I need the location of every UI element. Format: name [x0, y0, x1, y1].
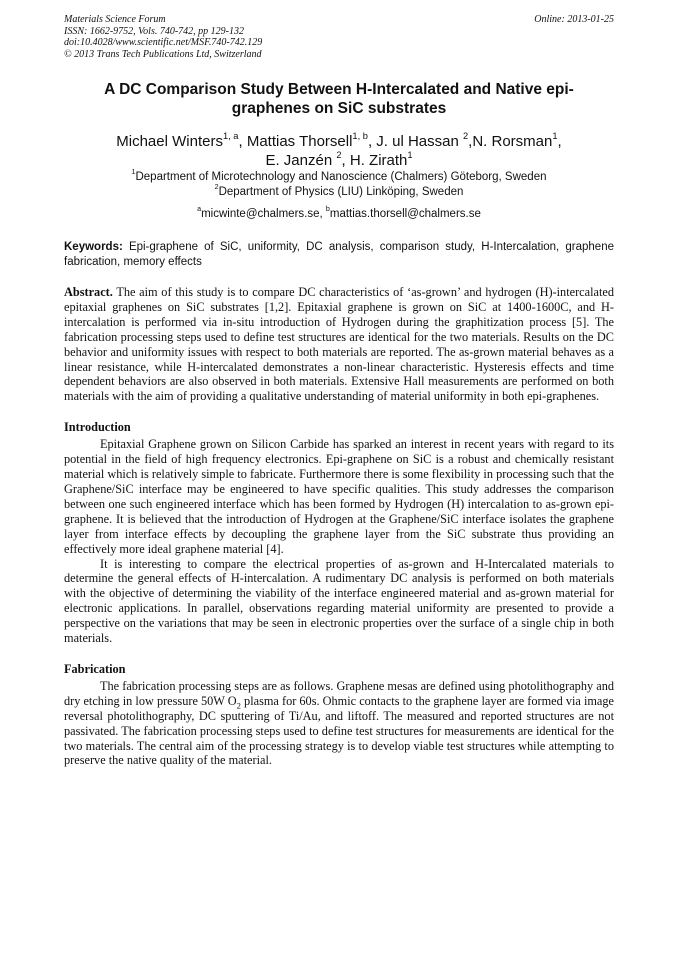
author-separator: , — [468, 133, 473, 150]
copyright-line: © 2013 Trans Tech Publications Ltd, Switzerland — [64, 48, 262, 60]
affiliation-text: Department of Microtechnology and Nanoscience (Chalmers) Göteborg, Sweden — [135, 171, 547, 183]
journal-name: Materials Science Forum — [64, 14, 166, 25]
author-name: N. Rorsman — [472, 133, 553, 150]
keywords-block — [64, 240, 614, 269]
introduction-paragraph-1: Epitaxial Graphene grown on Silicon Carbide has sparked an interest in recent years with regard to its potential in the field of high frequency electronics. Epi-graphene on SiC is a robust and chemically resistant material which is relatively simple to fabricate. Furthermore there is some flexibility in processing such that the Graphene/SiC interface may be engineered to have specific qualities. This study addresses the comparison between one such engineered interface which has been formed by Hydrogen (H) intercalation to as-grown epi-graphene. It is believed that the introduction of Hydrogen at the Graphene/SiC interface isolates the graphene layer from interface effects by decoupling the graphene layer from the SiC substrate thus providing an effectively more ideal graphene material [4]. — [64, 437, 614, 556]
keywords-label: Keywords: — [64, 241, 123, 253]
author-superscript: 1, a — [222, 130, 239, 141]
author-separator: , — [557, 133, 562, 150]
email-address-b[interactable]: mattias.thorsell@chalmers.se — [329, 208, 481, 220]
abstract-label: Abstract. — [64, 285, 113, 299]
online-date: Online: 2013-01-25 — [534, 14, 614, 25]
author-name: H. Zirath — [349, 152, 408, 169]
author-name: Michael Winters — [116, 133, 223, 150]
fabrication-text-part: The fabrication processing steps are as follows. Graphene mesas are defined using photolithography and dry etching in low pressure 50W O — [64, 678, 614, 708]
email-address-a[interactable]: micwinte@chalmers.se, — [201, 208, 326, 220]
author-separator: , — [341, 152, 350, 169]
author-superscript: 1, b — [352, 130, 368, 141]
affiliation-text: Department of Physics (LIU) Linköping, Sweden — [218, 186, 464, 198]
running-header — [64, 14, 614, 60]
section-heading-introduction: Introduction — [64, 420, 131, 435]
author-superscript: 1 — [552, 130, 558, 141]
issn-line: ISSN: 1662-9752, Vols. 740-742, pp 129-132 — [64, 25, 244, 37]
author-superscript: 2 — [463, 130, 469, 141]
author-name: J. ul Hassan — [376, 133, 463, 150]
paper-title: A DC Comparison Study Between H-Intercalated and Native epi-graphenes on SiC substrates — [104, 81, 574, 117]
affiliation-1 — [64, 170, 614, 185]
section-heading-fabrication: Fabrication — [64, 661, 126, 676]
email-superscript: b — [325, 205, 330, 214]
fabrication-text-part: plasma for 60s. Ohmic contacts to the graphene layer are formed via image reversal photolithography, DC sputtering of Ti/Au, and liftoff. The measured and reported structures are not passivated. The fabrication processing steps used to define test structures for measurements are identical for the two materials. The central aim of the processing strategy is to develop viable test structures while attempting to preserve the native quality of the material. — [64, 693, 614, 768]
author-name: E. Janzén — [265, 152, 337, 169]
author-superscript: 2 — [336, 149, 342, 160]
keywords-text: Epi-graphene of SiC, uniformity, DC analysis, comparison study, H-Intercalation, graphene fabrication, memory effects — [64, 241, 614, 268]
email-superscript: a — [197, 205, 202, 214]
author-emails — [64, 207, 614, 222]
abstract-text: The aim of this study is to compare DC characteristics of ‘as-grown’ and hydrogen (H)-intercalated epitaxial graphenes on SiC substrates [1,2]. Epitaxial graphene is grown on SiC at 1400-1600C, and H-intercalation is performed via in-situ introduction of Hydrogen during the graphitization process [5]. The fabrication processing steps used to define test structures are identical for the two materials. Results on the DC behavior and uniformity issues with respect to both materials are reported. The as-grown material behaves as a linear resistance, while H-intercalated demonstrates a non-linear characteristic. Hysteresis effects and time dependent behaviors are also observed in both materials. Extensive Hall measurements are performed on both materials with the aim of providing a qualitative understanding of material uniformity in both epi-graphenes. — [64, 285, 614, 404]
author-name: Mattias Thorsell — [246, 133, 353, 150]
abstract-block — [64, 285, 614, 404]
author-superscript: 1 — [407, 149, 413, 160]
oxygen-subscript: 2 — [236, 700, 241, 711]
affiliation-2 — [64, 185, 614, 200]
author-separator: , — [238, 133, 247, 150]
affiliation-superscript: 2 — [214, 183, 219, 192]
introduction-paragraph-2: It is interesting to compare the electrical properties of as-grown and H-Intercalated materials to determine the general effects of H-intercalation. A rudimentary DC analysis is performed on both materials with the objective of determining the viability of the interface engineered material and as-grown material for electronic applications. In parallel, observations regarding material uniformity are presented to provide a perspective on the variations that may be seen in electronic properties over the surface of a single chip in both materials. — [64, 556, 614, 646]
author-separator: , — [367, 133, 377, 150]
publication-info — [64, 14, 262, 60]
author-list — [64, 132, 614, 170]
affiliation-superscript: 1 — [131, 168, 136, 177]
fabrication-paragraph — [64, 679, 614, 768]
doi-line: doi:10.4028/www.scientific.net/MSF.740-742.129 — [64, 37, 263, 48]
